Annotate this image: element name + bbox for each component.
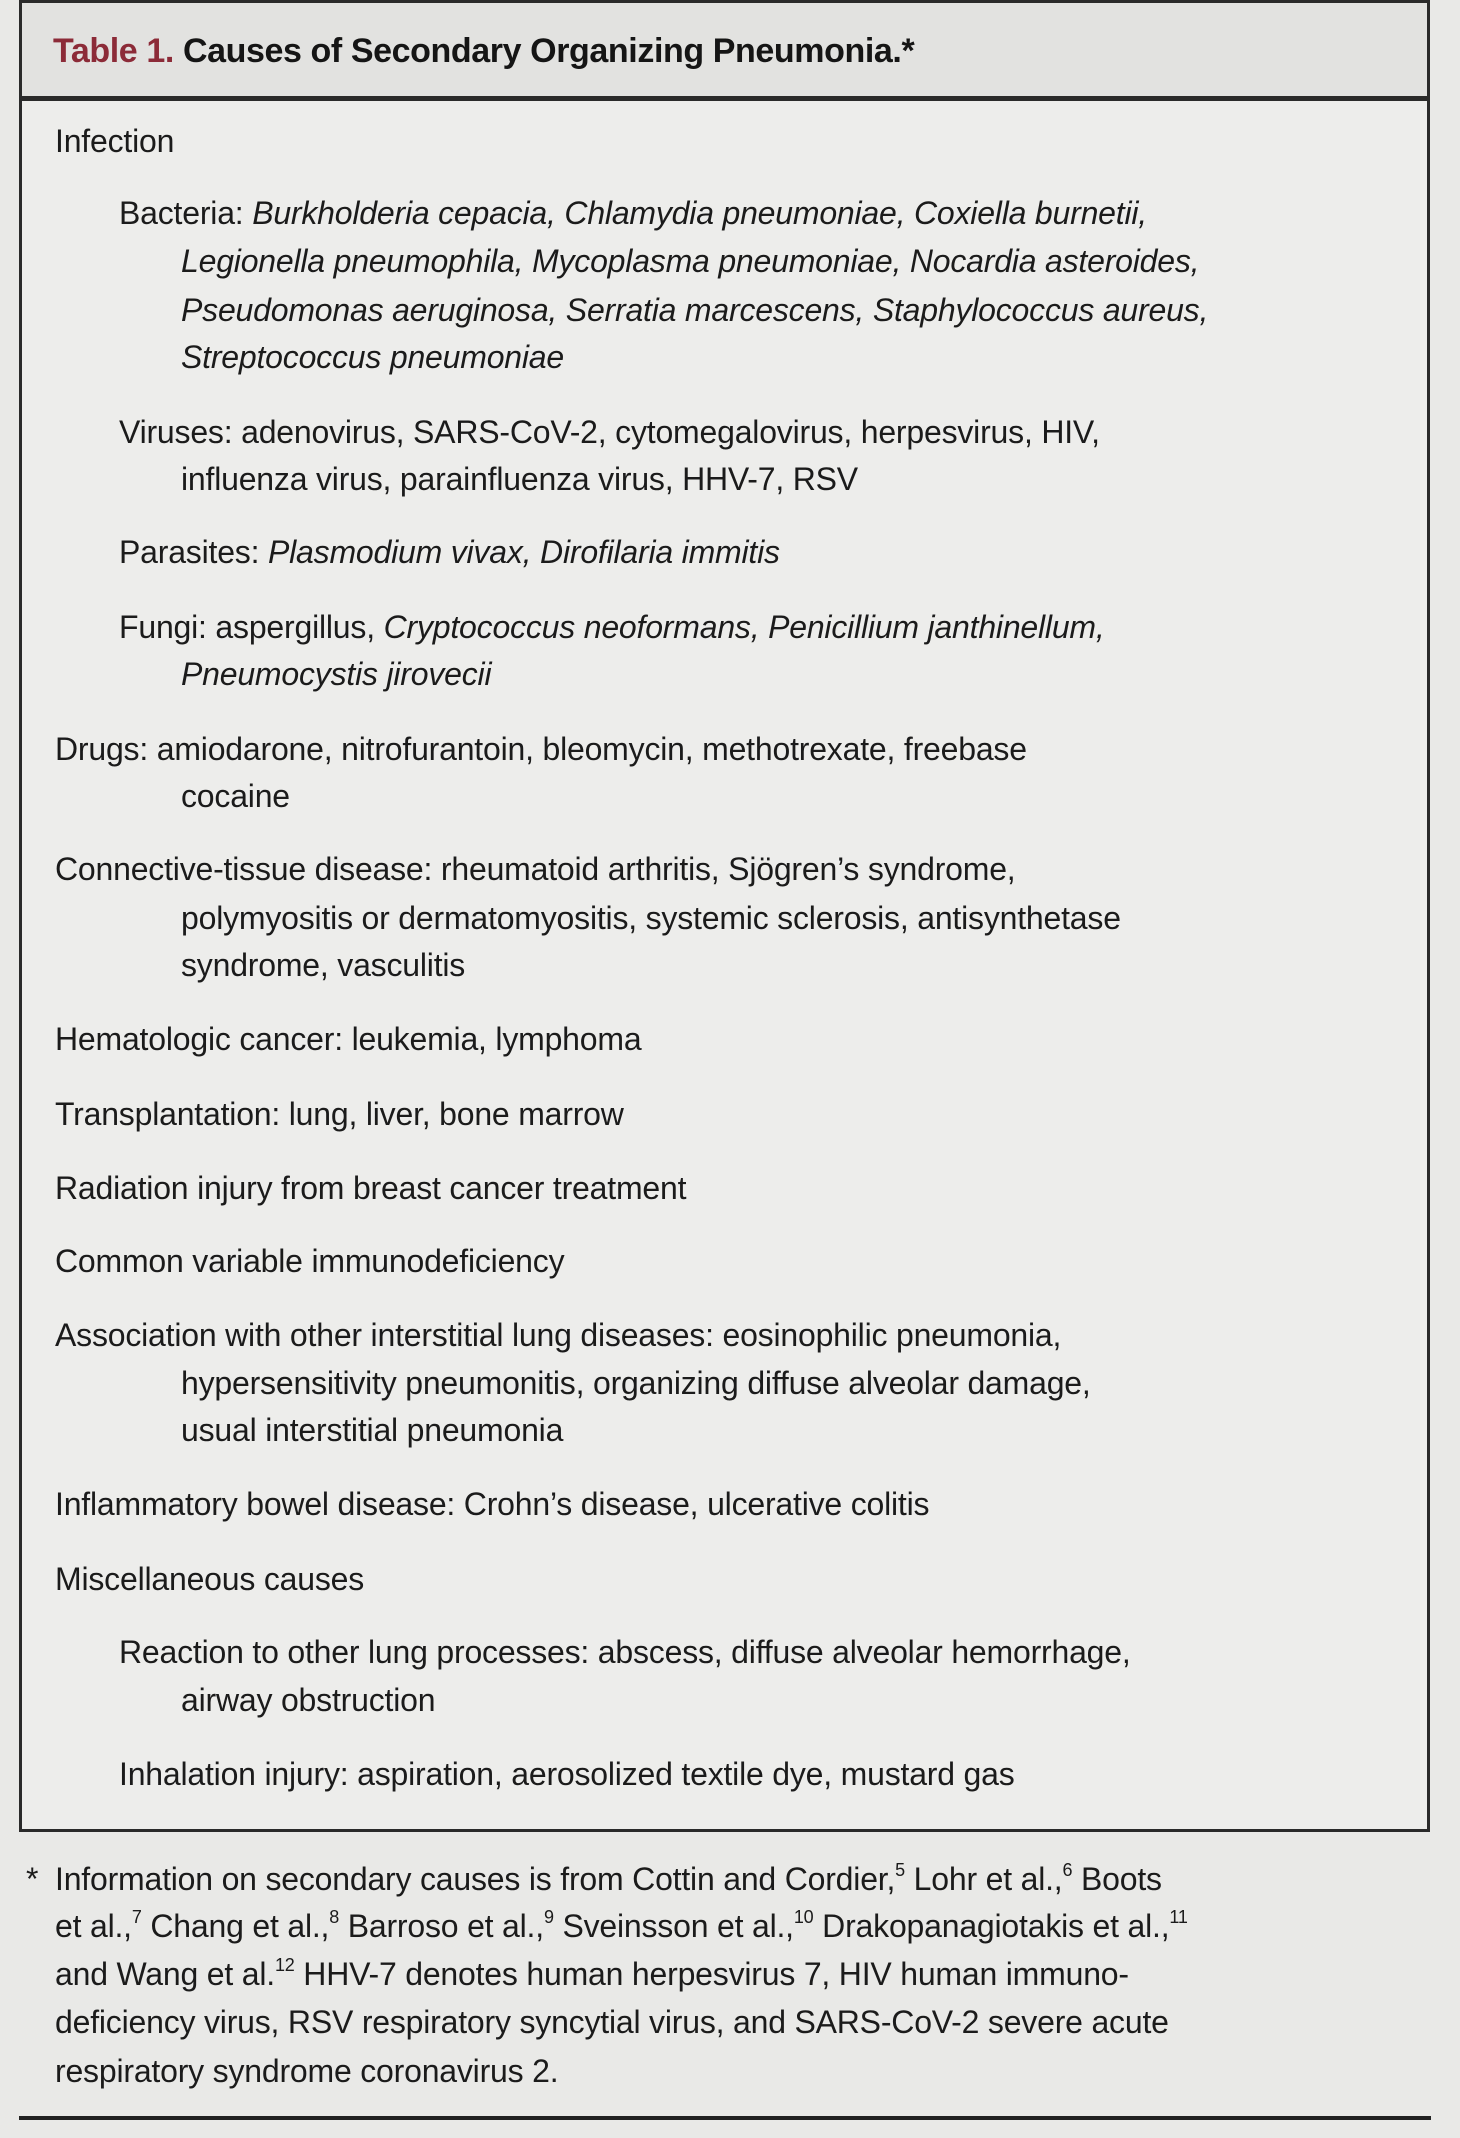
footnote-text: Drakopanagiotakis et al., <box>813 1908 1170 1944</box>
footnote-line-1 <box>55 1859 1162 1899</box>
bacteria-list-1: Burkholderia cepacia, Chlamydia pneumoniae, Coxiella burnetii, <box>252 195 1147 231</box>
parasites-list: Plasmodium vivax, Dirofilaria immitis <box>268 534 780 570</box>
footnote-text: Boots <box>1072 1861 1162 1897</box>
viruses-line-2: influenza virus, parainfluenza virus, HHV-7, RSV <box>181 461 858 497</box>
reference-number: 10 <box>793 1907 814 1927</box>
category-infection: Infection <box>55 123 175 159</box>
fungi-line-2: Pneumocystis jirovecii <box>181 656 492 692</box>
footnote-line-4: deficiency virus, RSV respiratory syncytial virus, and SARS-CoV-2 severe acute <box>55 2004 1169 2040</box>
parasites-line <box>119 532 780 572</box>
footnote-text: HHV-7 denotes human herpesvirus 7, HIV human immuno- <box>294 1956 1129 1992</box>
footnote-line-2 <box>55 1906 1188 1946</box>
parasites-label: Parasites: <box>119 534 260 570</box>
bottom-rule <box>19 2116 1431 2120</box>
miscellaneous-line: Miscellaneous causes <box>55 1561 365 1597</box>
footnote-text: Lohr et al., <box>904 1861 1063 1897</box>
reference-number: 9 <box>543 1907 554 1927</box>
reference-number: 8 <box>329 1907 340 1927</box>
ild-line-2: hypersensitivity pneumonitis, organizing diffuse alveolar damage, <box>181 1365 1091 1401</box>
title-footnote-marker: * <box>901 32 915 70</box>
connective-tissue-line-2: polymyositis or dermatomyositis, systemic sclerosis, antisynthetase <box>181 900 1121 936</box>
bacteria-line-3: Pseudomonas aeruginosa, Serratia marcescens, Staphylococcus aureus, <box>181 292 1209 328</box>
footnote-text: Information on secondary causes is from Cottin and Cordier, <box>55 1861 896 1897</box>
inhalation-line: Inhalation injury: aspiration, aerosolized textile dye, mustard gas <box>119 1756 1015 1792</box>
footnote-text: Barroso et al., <box>339 1908 544 1944</box>
reference-number: 11 <box>1169 1907 1188 1927</box>
reaction-line-2: airway obstruction <box>181 1682 436 1718</box>
bacteria-line-2: Legionella pneumophila, Mycoplasma pneumoniae, Nocardia asteroides, <box>181 243 1200 279</box>
fungi-label: Fungi: aspergillus, <box>119 609 375 645</box>
table-title <box>53 31 914 71</box>
hematologic-cancer-line: Hematologic cancer: leukemia, lymphoma <box>55 1021 642 1057</box>
footnote-text: Chang et al., <box>141 1908 330 1944</box>
footnote-line-3 <box>55 1954 1129 1994</box>
reference-number: 5 <box>895 1860 905 1880</box>
footnote-marker: * <box>26 1861 39 1897</box>
drugs-line-1: Drugs: amiodarone, nitrofurantoin, bleomycin, methotrexate, freebase <box>55 731 1027 767</box>
fungi-line-1 <box>119 607 1105 647</box>
cvid-line: Common variable immunodeficiency <box>55 1243 565 1279</box>
viruses-line-1: Viruses: adenovirus, SARS-CoV-2, cytomegalovirus, herpesvirus, HIV, <box>119 414 1100 450</box>
table-title-band <box>19 0 1430 101</box>
connective-tissue-line-1: Connective-tissue disease: rheumatoid arthritis, Sjögren’s syndrome, <box>55 851 1016 887</box>
reaction-line-1: Reaction to other lung processes: abscess, diffuse alveolar hemorrhage, <box>119 1634 1131 1670</box>
reference-number: 7 <box>131 1907 142 1927</box>
ild-line-1: Association with other interstitial lung diseases: eosinophilic pneumonia, <box>55 1317 1062 1353</box>
footnote-text: Sveinsson et al., <box>553 1908 794 1944</box>
transplantation-line: Transplantation: lung, liver, bone marrow <box>55 1096 624 1132</box>
footnote-text: et al., <box>55 1908 132 1944</box>
footnote-line-5: respiratory syndrome coronavirus 2. <box>55 2053 559 2089</box>
bacteria-line-4: Streptococcus pneumoniae <box>181 339 564 375</box>
reference-number: 12 <box>274 1955 295 1975</box>
connective-tissue-line-3: syndrome, vasculitis <box>181 947 466 983</box>
table-title-text: Causes of Secondary Organizing Pneumonia. <box>182 32 902 70</box>
ild-line-3: usual interstitial pneumonia <box>181 1412 564 1448</box>
radiation-line: Radiation injury from breast cancer treatment <box>55 1170 687 1206</box>
ibd-line: Inflammatory bowel disease: Crohn’s disease, ulcerative colitis <box>55 1486 930 1522</box>
bacteria-label: Bacteria: <box>119 195 244 231</box>
table-label: Table 1. <box>53 32 174 70</box>
footnote-text: and Wang et al. <box>55 1956 275 1992</box>
reference-number: 6 <box>1062 1860 1073 1880</box>
fungi-list-1: Cryptococcus neoformans, Penicillium janthinellum, <box>383 609 1105 645</box>
bacteria-line-1 <box>119 193 1147 233</box>
drugs-line-2: cocaine <box>181 778 290 814</box>
